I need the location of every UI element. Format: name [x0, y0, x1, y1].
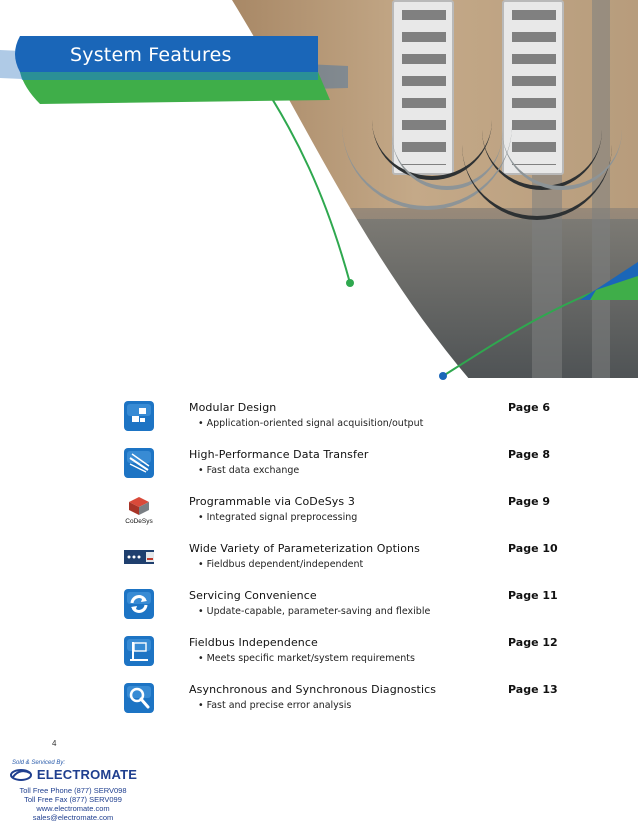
- feature-title: Modular Design: [189, 401, 277, 414]
- feature-item: [0, 447, 638, 494]
- feature-page-ref: Page 10: [508, 542, 558, 555]
- feature-bullet: • Fieldbus dependent/independent: [198, 559, 363, 570]
- feature-bullet: • Application-oriented signal acquisition/output: [198, 418, 423, 429]
- sold-by-label: Sold & Serviced By:: [12, 760, 66, 766]
- feature-page-ref: Page 6: [508, 401, 551, 414]
- feature-page-ref: Page 13: [508, 683, 558, 696]
- codesys-logo-icon: [124, 495, 154, 525]
- feature-bullet: • Meets specific market/system requirements: [198, 653, 415, 664]
- electromate-logo-icon: [9, 768, 33, 782]
- dealer-contact: [8, 786, 138, 822]
- feature-item: [0, 494, 638, 541]
- parameterization-panel-icon: [124, 542, 154, 572]
- feature-page-ref: Page 9: [508, 495, 551, 508]
- dealer-fax: Toll Free Fax (877) SERV099: [24, 795, 122, 804]
- page-title: System Features: [70, 44, 232, 66]
- dealer-brand[interactable]: [8, 767, 138, 782]
- modular-blocks-icon: [124, 401, 154, 431]
- feature-bullet: • Fast and precise error analysis: [198, 700, 351, 711]
- feature-bullet: • Fast data exchange: [198, 465, 299, 476]
- refresh-arrows-icon: [124, 589, 154, 619]
- feature-page-ref: Page 11: [508, 589, 558, 602]
- feature-title: High-Performance Data Transfer: [189, 448, 369, 461]
- data-transfer-icon: [124, 448, 154, 478]
- dealer-email-link[interactable]: sales@electromate.com: [32, 813, 114, 822]
- dealer-website-link[interactable]: www.electromate.com: [36, 804, 110, 813]
- feature-item: [0, 541, 638, 588]
- feature-page-ref: Page 8: [508, 448, 551, 461]
- feature-title: Asynchronous and Synchronous Diagnostics: [189, 683, 437, 696]
- dealer-brand-name: ELECTROMATE: [36, 767, 138, 782]
- feature-title: Fieldbus Independence: [189, 636, 318, 649]
- feature-title: Programmable via CoDeSys 3: [189, 495, 355, 508]
- feature-item: [0, 400, 638, 447]
- feature-bullet: • Integrated signal preprocessing: [198, 512, 357, 523]
- feature-page-ref: Page 12: [508, 636, 558, 649]
- feature-item: [0, 635, 638, 682]
- feature-bullet: • Update-capable, parameter-saving and flexible: [198, 606, 430, 617]
- feature-title: Servicing Convenience: [189, 589, 317, 602]
- feature-item: [0, 682, 638, 729]
- feature-item: [0, 588, 638, 635]
- codesys-label: CoDeSys: [125, 518, 153, 525]
- page-number: 4: [52, 739, 57, 748]
- magnifier-icon: [124, 683, 154, 713]
- fieldbus-flag-icon: [124, 636, 154, 666]
- dealer-phone: Toll Free Phone (877) SERV098: [19, 786, 127, 795]
- dealer-block: [8, 760, 138, 822]
- feature-title: Wide Variety of Parameterization Options: [189, 542, 420, 555]
